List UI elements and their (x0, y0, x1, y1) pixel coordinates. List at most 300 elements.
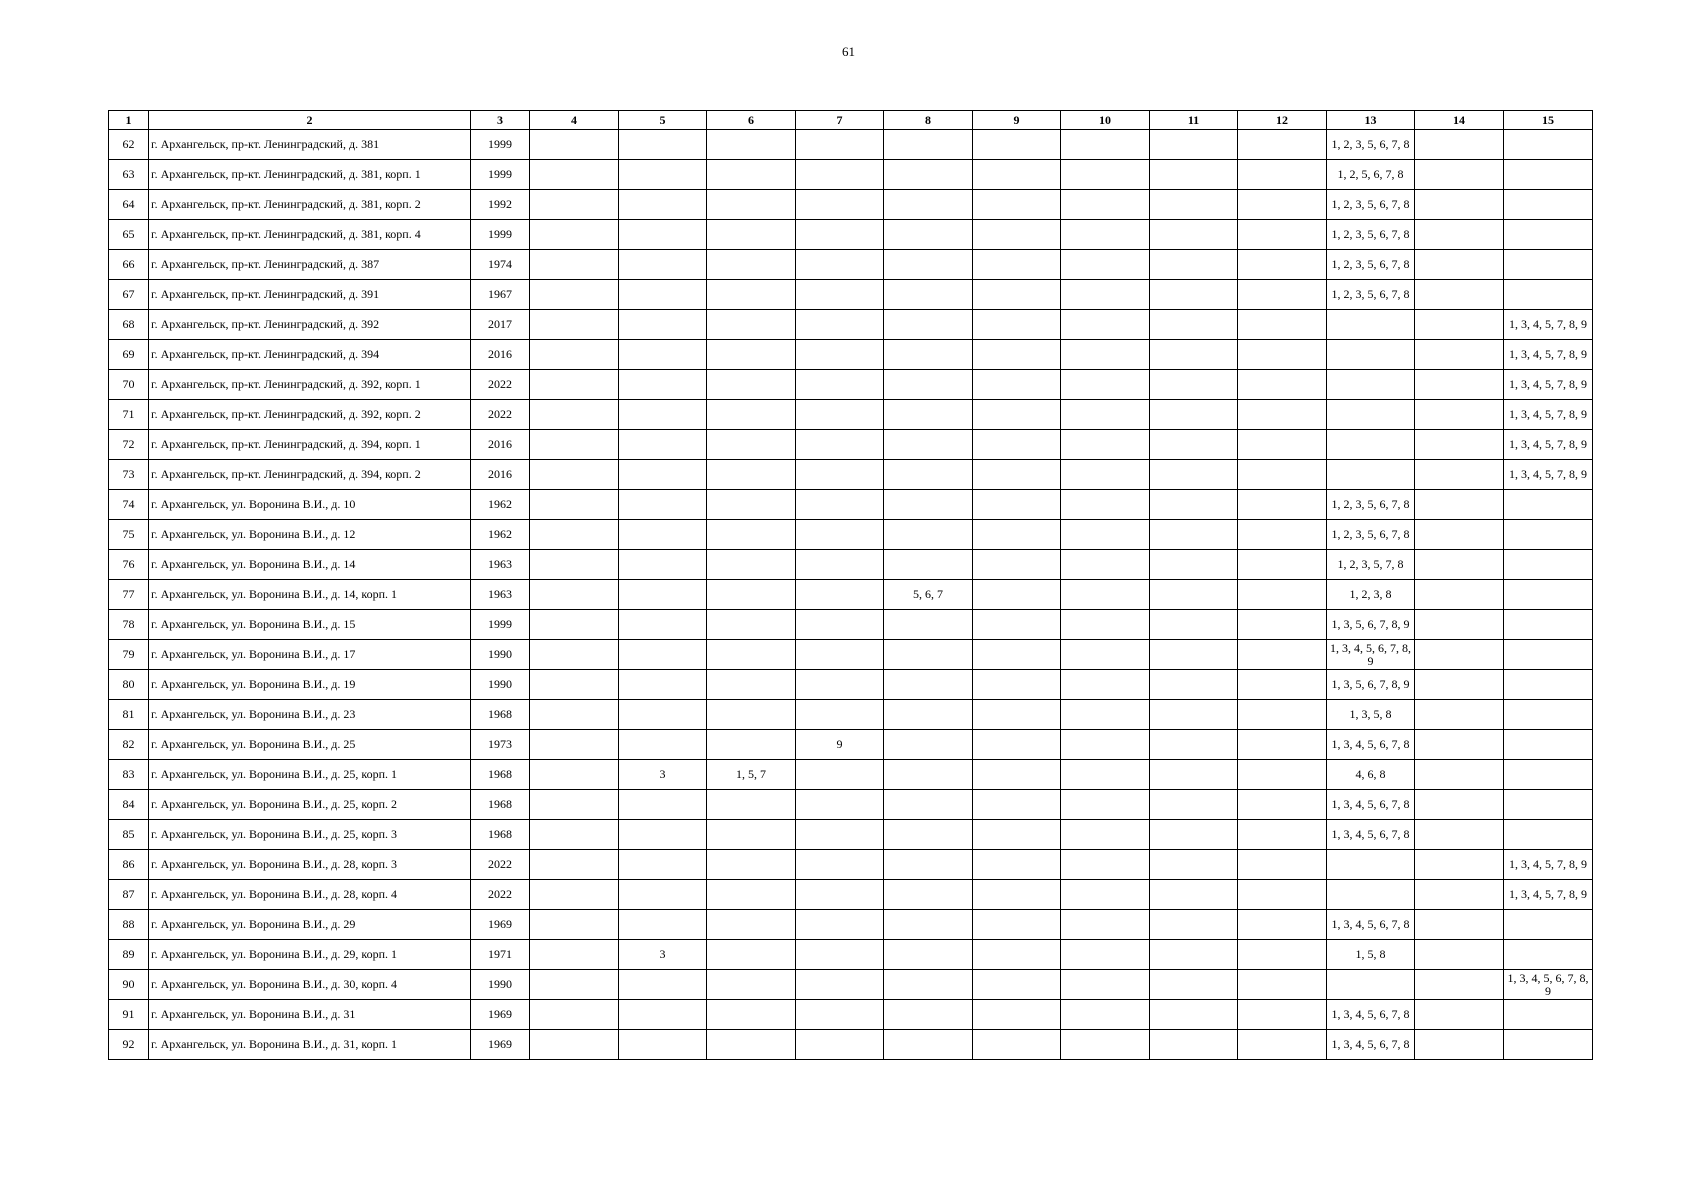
table-cell (1238, 340, 1327, 370)
table-cell (1238, 970, 1327, 1000)
table-cell (973, 670, 1061, 700)
table-cell (707, 280, 796, 310)
row-number-cell: 75 (109, 520, 149, 550)
row-number-cell: 78 (109, 610, 149, 640)
table-cell (796, 250, 884, 280)
table-cell (884, 520, 973, 550)
table-cell (1150, 310, 1238, 340)
table-cell (796, 190, 884, 220)
address-cell: г. Архангельск, пр-кт. Ленинградский, д. 394, корп. 1 (149, 430, 471, 460)
table-cell (530, 700, 619, 730)
table-row (109, 970, 1593, 1000)
table-cell (530, 640, 619, 670)
table-cell: 2022 (471, 880, 530, 910)
table-cell (884, 1000, 973, 1030)
table-cell (1504, 250, 1593, 280)
column-header: 15 (1504, 111, 1593, 130)
table-row (109, 790, 1593, 820)
address-cell: г. Архангельск, ул. Воронина В.И., д. 31 (149, 1000, 471, 1030)
address-cell: г. Архангельск, ул. Воронина В.И., д. 25, корп. 1 (149, 760, 471, 790)
table-cell (1415, 340, 1504, 370)
table-row (109, 610, 1593, 640)
table-cell (1238, 310, 1327, 340)
table-cell (973, 340, 1061, 370)
address-cell: г. Архангельск, ул. Воронина В.И., д. 25 (149, 730, 471, 760)
table-cell (1150, 520, 1238, 550)
table-cell (530, 850, 619, 880)
table-cell (1415, 910, 1504, 940)
table-cell (530, 580, 619, 610)
table-cell (884, 910, 973, 940)
table-cell (707, 460, 796, 490)
row-number-cell: 71 (109, 400, 149, 430)
table-cell (1150, 640, 1238, 670)
table-cell (1504, 640, 1593, 670)
table-cell (1238, 730, 1327, 760)
table-cell (1150, 280, 1238, 310)
table-cell (1061, 940, 1150, 970)
table-cell (707, 970, 796, 1000)
table-cell (1415, 790, 1504, 820)
table-cell (1504, 220, 1593, 250)
table-cell (619, 190, 707, 220)
table-cell: 1, 5, 7 (707, 760, 796, 790)
table-cell (707, 250, 796, 280)
table-cell (619, 790, 707, 820)
table-cell (884, 550, 973, 580)
column-header: 11 (1150, 111, 1238, 130)
table-cell (530, 550, 619, 580)
table-cell (1238, 940, 1327, 970)
row-number-cell: 82 (109, 730, 149, 760)
table-cell: 2022 (471, 400, 530, 430)
table-cell (796, 610, 884, 640)
address-cell: г. Архангельск, ул. Воронина В.И., д. 31, корп. 1 (149, 1030, 471, 1060)
table-cell (973, 130, 1061, 160)
table-cell: 1963 (471, 550, 530, 580)
table-cell (1061, 970, 1150, 1000)
table-cell (884, 190, 973, 220)
table-cell (707, 160, 796, 190)
table-cell (1415, 880, 1504, 910)
table-cell (530, 730, 619, 760)
table-cell: 1, 2, 3, 5, 6, 7, 8 (1327, 190, 1415, 220)
table-cell (1150, 190, 1238, 220)
table-cell (973, 310, 1061, 340)
table-cell (530, 460, 619, 490)
table-cell (1061, 910, 1150, 940)
table-cell: 1999 (471, 160, 530, 190)
row-number-cell: 72 (109, 430, 149, 460)
table-cell (1238, 490, 1327, 520)
table-cell (1415, 700, 1504, 730)
table-cell (1061, 370, 1150, 400)
table-row (109, 1030, 1593, 1060)
table-cell (1327, 970, 1415, 1000)
table-cell: 1990 (471, 670, 530, 700)
table-cell (707, 370, 796, 400)
table-cell (973, 550, 1061, 580)
table-cell (530, 190, 619, 220)
table-cell: 1, 2, 3, 5, 6, 7, 8 (1327, 280, 1415, 310)
table-cell: 1973 (471, 730, 530, 760)
table-cell (1238, 850, 1327, 880)
table-cell (530, 130, 619, 160)
row-number-cell: 87 (109, 880, 149, 910)
table-cell (1238, 790, 1327, 820)
table-cell (619, 910, 707, 940)
table-cell: 2022 (471, 850, 530, 880)
table-cell (619, 580, 707, 610)
table-cell (530, 340, 619, 370)
table-cell (796, 160, 884, 190)
table-cell (1238, 160, 1327, 190)
table-cell (1150, 1030, 1238, 1060)
address-cell: г. Архангельск, пр-кт. Ленинградский, д. 381 (149, 130, 471, 160)
table-cell (796, 460, 884, 490)
table-cell (1415, 520, 1504, 550)
table-cell (1238, 400, 1327, 430)
row-number-cell: 89 (109, 940, 149, 970)
table-cell: 1, 3, 4, 5, 7, 8, 9 (1504, 310, 1593, 340)
table-cell (1238, 910, 1327, 940)
table-cell (1415, 370, 1504, 400)
address-cell: г. Архангельск, пр-кт. Ленинградский, д. 394 (149, 340, 471, 370)
table-cell (707, 430, 796, 460)
table-cell (619, 970, 707, 1000)
table-cell (1061, 640, 1150, 670)
table-cell (796, 1000, 884, 1030)
table-cell (1238, 610, 1327, 640)
table-cell (530, 760, 619, 790)
table-cell: 1962 (471, 490, 530, 520)
table-cell (1238, 1030, 1327, 1060)
table-cell (1061, 190, 1150, 220)
table-cell (796, 580, 884, 610)
table-cell (796, 280, 884, 310)
table-cell: 5, 6, 7 (884, 580, 973, 610)
table-cell: 1, 3, 4, 5, 6, 7, 8, 9 (1327, 640, 1415, 670)
table-cell (707, 850, 796, 880)
table-cell (619, 430, 707, 460)
table-cell (1327, 310, 1415, 340)
table-cell (1150, 910, 1238, 940)
table-cell (1415, 160, 1504, 190)
table-cell (1238, 760, 1327, 790)
table-cell (1061, 730, 1150, 760)
table-cell (707, 220, 796, 250)
table-row (109, 160, 1593, 190)
table-cell (530, 250, 619, 280)
table-row (109, 730, 1593, 760)
table-cell (884, 790, 973, 820)
table-row (109, 130, 1593, 160)
table-cell (1504, 1000, 1593, 1030)
table-cell (1504, 730, 1593, 760)
table-cell (1238, 640, 1327, 670)
table-cell (796, 550, 884, 580)
table-cell (1150, 460, 1238, 490)
table-cell (973, 850, 1061, 880)
table-cell: 1, 3, 4, 5, 6, 7, 8 (1327, 1030, 1415, 1060)
table-cell: 1, 3, 4, 5, 7, 8, 9 (1504, 850, 1593, 880)
table-cell (796, 700, 884, 730)
column-header: 12 (1238, 111, 1327, 130)
table-cell (973, 400, 1061, 430)
row-number-cell: 83 (109, 760, 149, 790)
table-cell: 1, 3, 4, 5, 6, 7, 8, 9 (1504, 970, 1593, 1000)
table-cell (707, 400, 796, 430)
column-header: 1 (109, 111, 149, 130)
table-cell (619, 640, 707, 670)
table-cell (619, 340, 707, 370)
table-row (109, 670, 1593, 700)
table-cell (1504, 910, 1593, 940)
table-cell (796, 910, 884, 940)
table-cell (707, 580, 796, 610)
table-row (109, 910, 1593, 940)
table-cell (1150, 850, 1238, 880)
table-cell (707, 730, 796, 760)
table-cell (1061, 880, 1150, 910)
column-header: 5 (619, 111, 707, 130)
table-row (109, 220, 1593, 250)
table-cell (796, 370, 884, 400)
table-cell (973, 940, 1061, 970)
page-number: 61 (842, 44, 855, 59)
table-cell: 1969 (471, 910, 530, 940)
table-cell (1238, 130, 1327, 160)
table-cell (619, 490, 707, 520)
table-cell (884, 430, 973, 460)
table-cell (619, 730, 707, 760)
table-cell: 2016 (471, 430, 530, 460)
column-header: 13 (1327, 111, 1415, 130)
table-cell (619, 400, 707, 430)
table-cell (973, 880, 1061, 910)
row-number-cell: 62 (109, 130, 149, 160)
table-cell (1504, 490, 1593, 520)
table-cell (1504, 580, 1593, 610)
table-cell (1061, 550, 1150, 580)
table-cell: 1968 (471, 760, 530, 790)
row-number-cell: 88 (109, 910, 149, 940)
table-cell: 1999 (471, 220, 530, 250)
row-number-cell: 92 (109, 1030, 149, 1060)
table-cell (530, 400, 619, 430)
table-row (109, 370, 1593, 400)
table-cell (1415, 730, 1504, 760)
table-cell (884, 160, 973, 190)
table-cell (530, 1030, 619, 1060)
table-cell (530, 280, 619, 310)
table-cell: 1, 3, 4, 5, 6, 7, 8 (1327, 820, 1415, 850)
table-row (109, 550, 1593, 580)
address-cell: г. Архангельск, ул. Воронина В.И., д. 12 (149, 520, 471, 550)
table-cell (1061, 310, 1150, 340)
table-cell (619, 670, 707, 700)
table-cell (530, 490, 619, 520)
table-cell: 1999 (471, 130, 530, 160)
table-cell: 1, 2, 3, 5, 6, 7, 8 (1327, 130, 1415, 160)
table-cell (973, 610, 1061, 640)
table-cell (1238, 460, 1327, 490)
table-cell (707, 940, 796, 970)
table-row (109, 640, 1593, 670)
address-cell: г. Архангельск, ул. Воронина В.И., д. 10 (149, 490, 471, 520)
table-cell (1150, 760, 1238, 790)
table-cell (796, 1030, 884, 1060)
table-cell: 1974 (471, 250, 530, 280)
table-cell (530, 670, 619, 700)
table-cell (1415, 640, 1504, 670)
table-cell (1150, 490, 1238, 520)
table-cell (530, 820, 619, 850)
table-cell (1150, 670, 1238, 700)
row-number-cell: 65 (109, 220, 149, 250)
table-cell: 1, 3, 5, 6, 7, 8, 9 (1327, 670, 1415, 700)
row-number-cell: 79 (109, 640, 149, 670)
address-cell: г. Архангельск, ул. Воронина В.И., д. 17 (149, 640, 471, 670)
table-cell (1238, 670, 1327, 700)
table-cell (1150, 370, 1238, 400)
table-cell: 1, 3, 4, 5, 7, 8, 9 (1504, 400, 1593, 430)
column-header: 8 (884, 111, 973, 130)
table-cell (619, 700, 707, 730)
table-cell: 1968 (471, 820, 530, 850)
table-cell (884, 850, 973, 880)
table-cell (973, 220, 1061, 250)
table-cell (1415, 220, 1504, 250)
table-cell (1504, 940, 1593, 970)
table-cell: 1962 (471, 520, 530, 550)
table-cell (1327, 850, 1415, 880)
table-cell (530, 370, 619, 400)
table-cell (707, 310, 796, 340)
table-cell (619, 610, 707, 640)
table-cell: 1992 (471, 190, 530, 220)
table-cell (796, 130, 884, 160)
table-cell (707, 1030, 796, 1060)
address-cell: г. Архангельск, пр-кт. Ленинградский, д. 392 (149, 310, 471, 340)
table-cell (973, 1000, 1061, 1030)
table-cell (1061, 700, 1150, 730)
table-cell (1504, 760, 1593, 790)
table-cell (619, 130, 707, 160)
column-header: 9 (973, 111, 1061, 130)
row-number-cell: 74 (109, 490, 149, 520)
table-cell (796, 520, 884, 550)
table-cell (1150, 790, 1238, 820)
table-cell (796, 340, 884, 370)
table-cell (1327, 340, 1415, 370)
table-cell: 1968 (471, 700, 530, 730)
row-number-cell: 68 (109, 310, 149, 340)
table-row (109, 280, 1593, 310)
table-cell (1327, 460, 1415, 490)
table-cell: 1, 2, 3, 8 (1327, 580, 1415, 610)
address-cell: г. Архангельск, ул. Воронина В.И., д. 30, корп. 4 (149, 970, 471, 1000)
table-cell (1504, 1030, 1593, 1060)
table-cell (973, 460, 1061, 490)
row-number-cell: 64 (109, 190, 149, 220)
table-cell: 1, 2, 3, 5, 6, 7, 8 (1327, 490, 1415, 520)
table-cell: 1, 3, 4, 5, 7, 8, 9 (1504, 880, 1593, 910)
table-cell (1238, 190, 1327, 220)
table-cell (884, 460, 973, 490)
register-table (108, 110, 1593, 1060)
table-cell (1150, 550, 1238, 580)
table-cell (1061, 1000, 1150, 1030)
table-cell: 3 (619, 760, 707, 790)
column-header: 6 (707, 111, 796, 130)
row-number-cell: 84 (109, 790, 149, 820)
table-cell (1150, 400, 1238, 430)
table-cell (1238, 1000, 1327, 1030)
table-cell (530, 520, 619, 550)
table-cell (619, 880, 707, 910)
table-cell (973, 250, 1061, 280)
table-cell (1238, 250, 1327, 280)
header-row (109, 111, 1593, 130)
table-cell (1327, 400, 1415, 430)
table-cell (1327, 370, 1415, 400)
table-cell (619, 370, 707, 400)
table-cell (796, 490, 884, 520)
table-cell (884, 970, 973, 1000)
table-cell (530, 430, 619, 460)
table-cell (1504, 700, 1593, 730)
table-cell (884, 610, 973, 640)
table-row (109, 580, 1593, 610)
table-cell (619, 550, 707, 580)
table-cell (1150, 940, 1238, 970)
table-cell (1061, 610, 1150, 640)
table-row (109, 760, 1593, 790)
row-number-cell: 81 (109, 700, 149, 730)
address-cell: г. Архангельск, пр-кт. Ленинградский, д. 392, корп. 2 (149, 400, 471, 430)
table-cell (1150, 430, 1238, 460)
row-number-cell: 91 (109, 1000, 149, 1030)
address-cell: г. Архангельск, пр-кт. Ленинградский, д. 391 (149, 280, 471, 310)
table-cell: 1969 (471, 1000, 530, 1030)
table-cell (1238, 280, 1327, 310)
table-cell (884, 730, 973, 760)
row-number-cell: 73 (109, 460, 149, 490)
table-cell: 1, 3, 4, 5, 7, 8, 9 (1504, 430, 1593, 460)
table-cell (1061, 160, 1150, 190)
table-cell: 1, 2, 3, 5, 6, 7, 8 (1327, 250, 1415, 280)
address-cell: г. Архангельск, ул. Воронина В.И., д. 14 (149, 550, 471, 580)
row-number-cell: 90 (109, 970, 149, 1000)
address-cell: г. Архангельск, пр-кт. Ленинградский, д. 392, корп. 1 (149, 370, 471, 400)
table-cell (1238, 550, 1327, 580)
table-cell: 2022 (471, 370, 530, 400)
table-cell (884, 370, 973, 400)
table-cell (1504, 130, 1593, 160)
table-cell: 1969 (471, 1030, 530, 1060)
table-cell (707, 880, 796, 910)
table-row (109, 460, 1593, 490)
table-cell: 4, 6, 8 (1327, 760, 1415, 790)
table-cell (884, 760, 973, 790)
table-cell: 1, 3, 4, 5, 7, 8, 9 (1504, 460, 1593, 490)
table-row (109, 880, 1593, 910)
table-cell (884, 250, 973, 280)
table-row (109, 400, 1593, 430)
table-cell (1415, 1030, 1504, 1060)
table-cell (707, 670, 796, 700)
